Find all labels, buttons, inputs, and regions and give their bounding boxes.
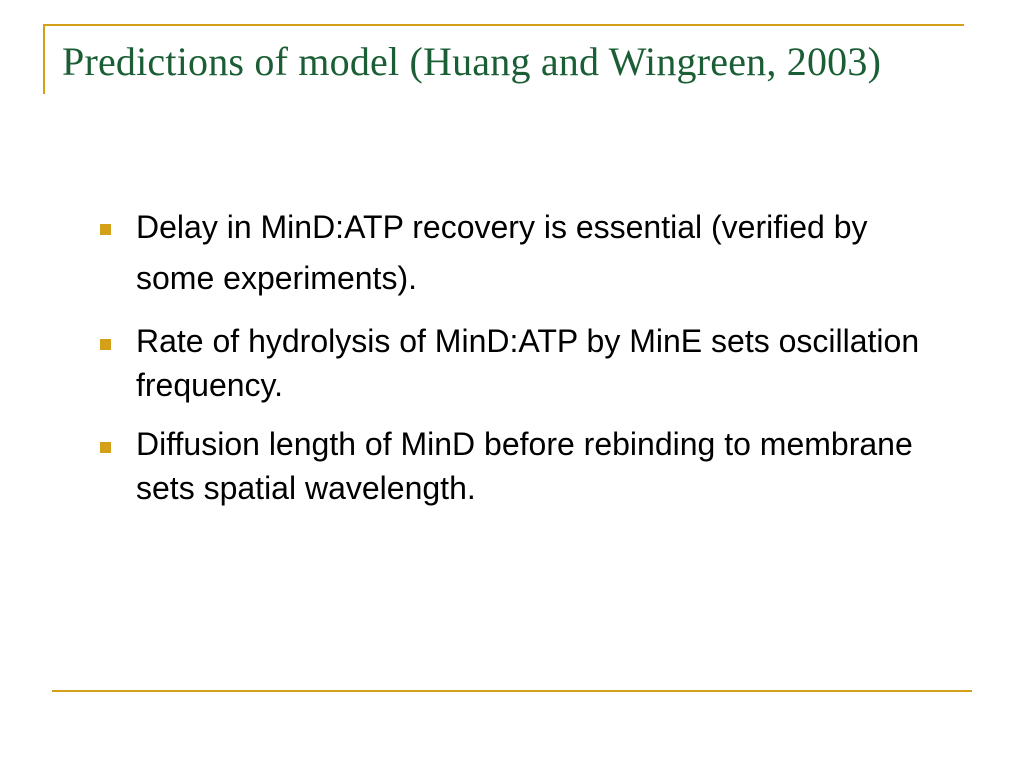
slide-title: Predictions of model (Huang and Wingreen, 2003) <box>62 39 882 84</box>
square-bullet-icon <box>100 339 111 350</box>
bullet-text: Rate of hydrolysis of MinD:ATP by MinE sets oscillation frequency. <box>136 323 920 403</box>
bullet-text: Diffusion length of MinD before rebinding to membrane sets spatial wavelength. <box>136 426 913 506</box>
bullet-item <box>98 202 928 304</box>
title-top-rule <box>44 24 964 26</box>
square-bullet-icon <box>100 442 111 453</box>
bullet-list <box>98 202 928 525</box>
bullet-item <box>98 422 928 510</box>
square-bullet-icon <box>100 224 111 235</box>
bullet-text: Delay in MinD:ATP recovery is essential (verified by some experiments). <box>136 209 868 296</box>
title-left-rule <box>43 24 45 94</box>
footer-rule <box>52 690 972 692</box>
bullet-item <box>98 319 928 407</box>
